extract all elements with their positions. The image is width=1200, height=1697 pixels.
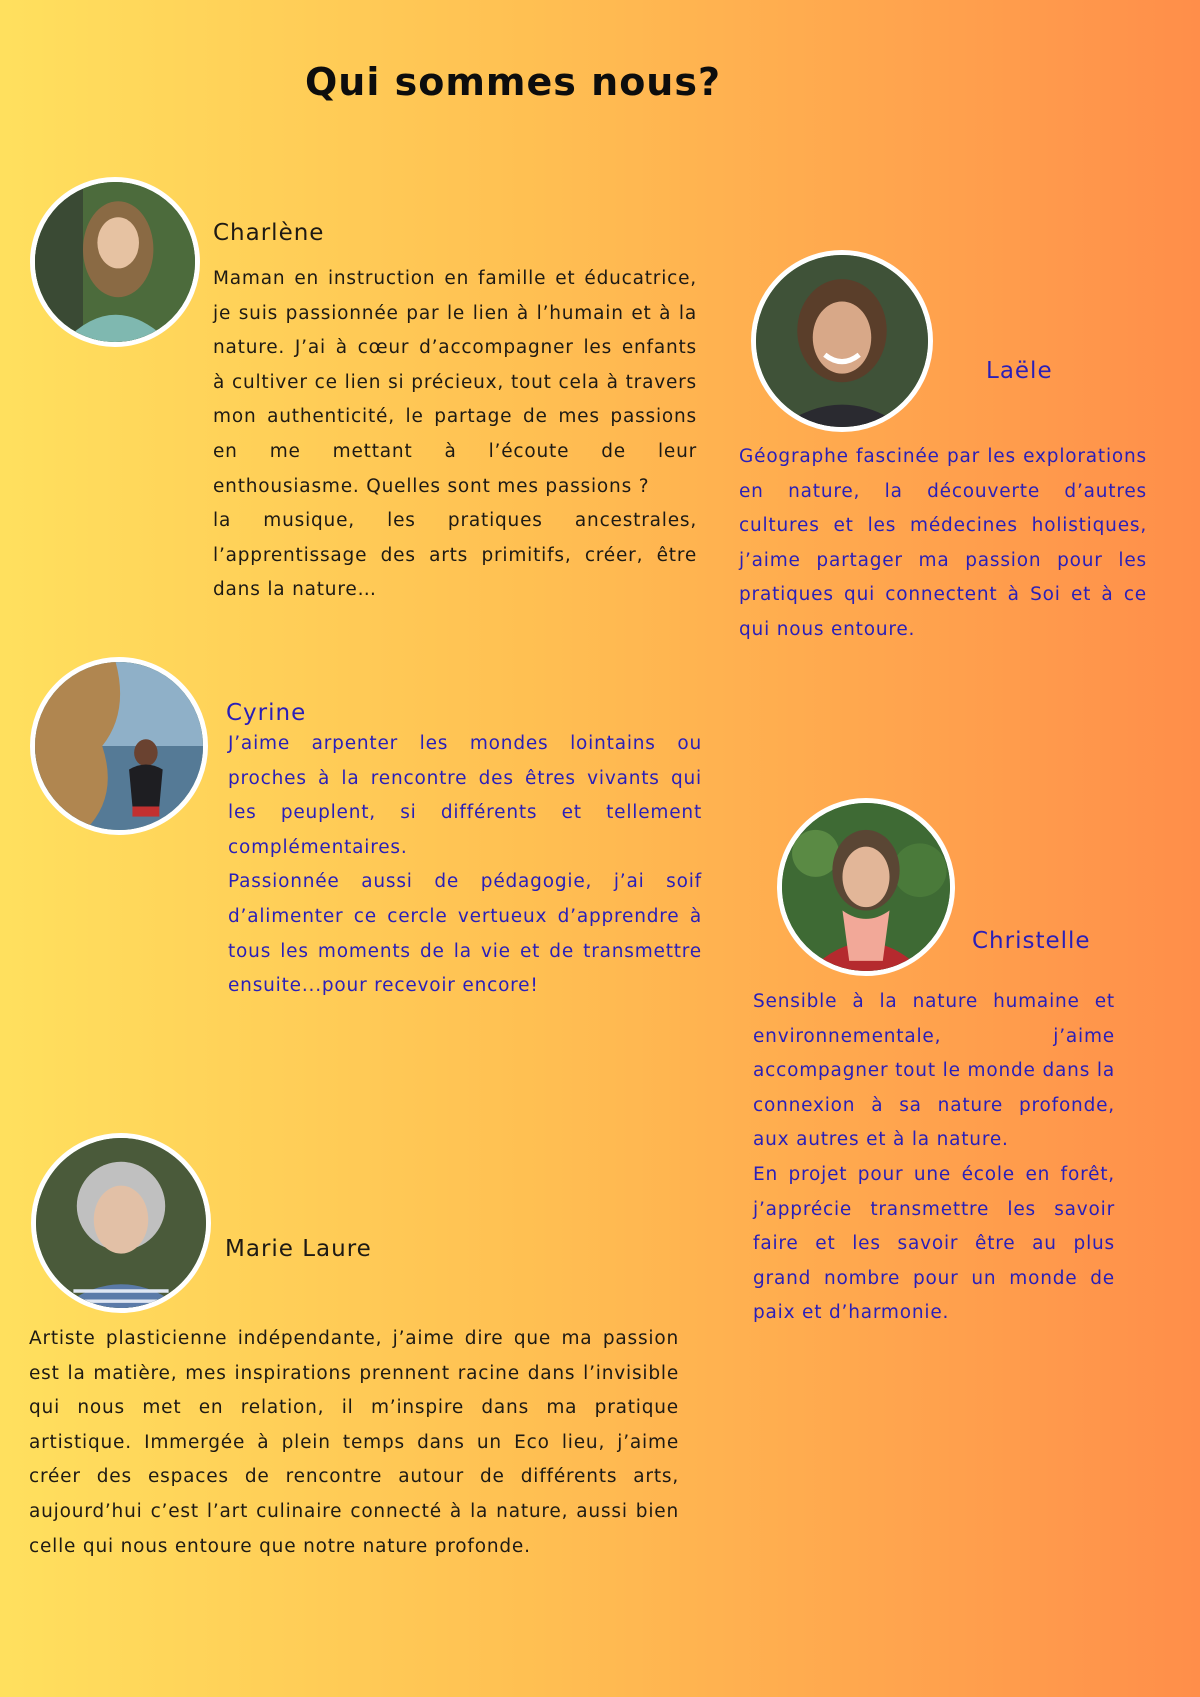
member-bio-christelle: Sensible à la nature humaine et environnementale, j’aime accompagner tout le monde dans la connexion à sa nature profonde, aux autres et à la nature. En projet pour une école en forêt, j’apprécie transmettre les savoir faire et les savoir être au plus grand nombre pour un monde de paix et d’harmonie. (753, 991, 1115, 1324)
member-name-cyrine: Cyrine (226, 700, 307, 726)
member-name-laele: Laële (986, 358, 1053, 384)
member-bio-laele: Géographe fascinée par les explorations en nature, la découverte d’autres cultures et les médecines holistiques, j’aime partager ma passion pour les pratiques qui connectent à Soi et à ce qui nous entoure. (739, 446, 1147, 640)
portrait-charlene-image (35, 182, 195, 342)
member-name-christelle: Christelle (972, 928, 1091, 954)
portrait-marie-laure-image (36, 1138, 206, 1308)
member-bio-charlene: Maman en instruction en famille et éducatrice, je suis passionnée par le lien à l’humain et à la nature. J’ai à cœur d’accompagner les enfants à cultiver ce lien si précieux, tout cela à travers mon authenticité, le partage de mes passions en me mettant à l’écoute de leur enthousiasme. Quelles sont mes passions ? la musique, les pratiques ancestrales, l’apprentissage des arts primitifs, créer, être dans la nature… (213, 268, 697, 601)
portrait-christelle-image (782, 803, 950, 971)
page-title: Qui sommes nous? (305, 60, 722, 104)
portrait-cyrine-image (35, 662, 203, 830)
member-bio-cyrine: J’aime arpenter les mondes lointains ou proches à la rencontre des êtres vivants qui les peuplent, si différents et tellement complémentaires. Passionnée aussi de pédagogie, j’ai soif d’alimenter ce cercle vertueux d’apprendre à tous les moments de la vie et de transmettre ensuite...pour recevoir encore! (228, 733, 702, 997)
member-name-marie-laure: Marie Laure (225, 1236, 372, 1262)
portrait-laele-image (756, 255, 928, 427)
member-name-charlene: Charlène (213, 220, 325, 246)
avatar-cyrine (30, 657, 208, 835)
avatar-laele (751, 250, 933, 432)
avatar-christelle (777, 798, 955, 976)
avatar-marie-laure (31, 1133, 211, 1313)
member-bio-marie-laure: Artiste plasticienne indépendante, j’aime dire que ma passion est la matière, mes inspirations prennent racine dans l’invisible qui nous met en relation, il m’inspire dans ma pratique artistique. Immergée à plein temps dans un Eco lieu, j’aime créer des espaces de rencontre autour de différents arts, aujourd’hui c’est l’art culinaire connecté à la nature, aussi bien celle qui nous entoure que notre nature profonde. (29, 1328, 679, 1557)
avatar-charlene (30, 177, 200, 347)
